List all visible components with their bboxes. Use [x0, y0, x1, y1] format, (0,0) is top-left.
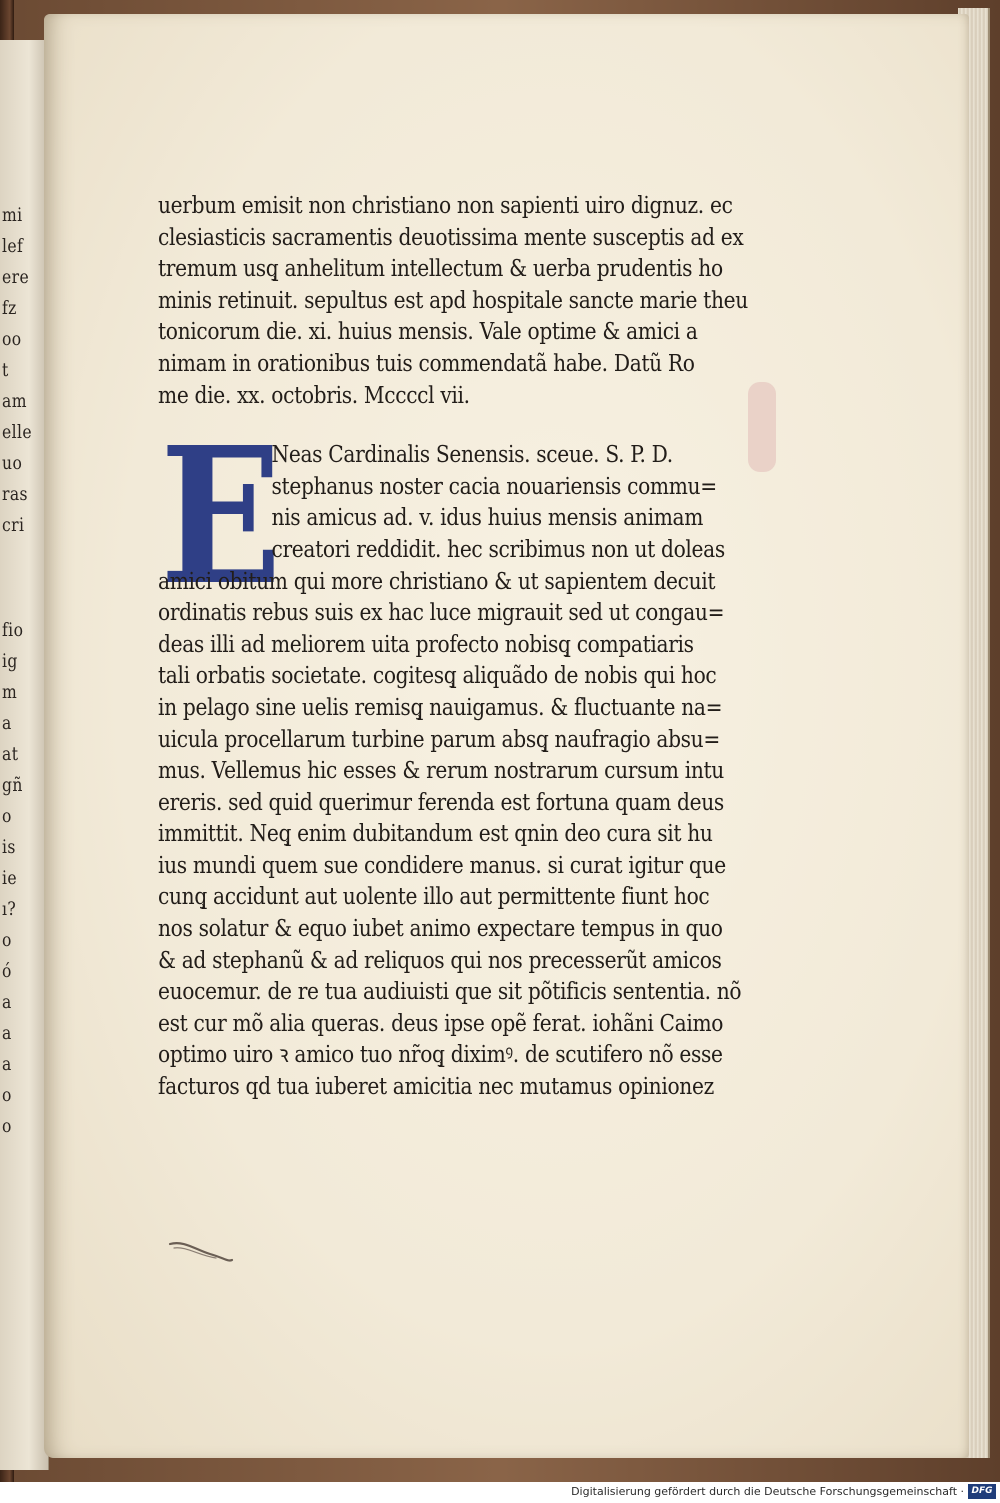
bleed-fragment: ı?: [2, 898, 17, 920]
bleed-fragment: o: [2, 1115, 12, 1137]
text-line: stephanus noster cacia nouariensis commu=: [271, 471, 717, 500]
bleed-fragment: fio: [2, 619, 24, 641]
bleed-fragment: a: [2, 991, 12, 1013]
text-line: ordinatis rebus suis ex hac luce migrauit sed ut congau=: [158, 598, 725, 627]
text-line: euocemur. de re tua audiuisti que sit põtificis sententia. nõ: [158, 977, 742, 1006]
text-line: tali orbatis societate. cogitesq̧ aliquãdo de nobis qui hoc: [158, 661, 717, 690]
text-line: optimo uiro ꝛ amico tuo nr̃oq̧ diximꝰ. de scutifero nõ esse: [158, 1040, 723, 1069]
text-line: deas illi ad meliorem uita profecto nobisq̧ compatiaris: [158, 629, 694, 658]
text-line: facturos qd tua iuberet amicitia nec mutamus opinionez: [158, 1072, 714, 1101]
bleed-fragment: oo: [2, 328, 22, 350]
text-line: cunq̧ accidunt aut uolente illo aut permittente fiunt hoc: [158, 882, 710, 911]
bleed-fragment: fz: [2, 297, 17, 319]
text-line: nos solatur & equo iubet animo expectare tempus in quo: [158, 914, 723, 943]
bleed-fragment: ras: [2, 483, 28, 505]
bleed-fragment: m: [2, 681, 18, 703]
bleed-text-lower: [2, 615, 38, 1142]
bleed-fragment: o: [2, 805, 12, 827]
footer-bar: [0, 1482, 1000, 1503]
main-text: [158, 190, 808, 1103]
bleed-fragment: ó: [2, 960, 12, 982]
bleed-fragment: o: [2, 929, 12, 951]
bleed-fragment: a: [2, 1022, 12, 1044]
text-line: uerbum emisit non christiano non sapienti uiro dignuz. ec: [158, 191, 733, 219]
decorated-initial-e: E: [160, 406, 282, 627]
text-line: creatori reddidit. hec scribimus non ut doleas: [271, 534, 725, 563]
text-line: tonicorum die. xi. huius mensis. Vale optime & amici a: [158, 317, 698, 346]
text-line: uicula procellarum turbine parum absq̧ naufragio absu=: [158, 724, 720, 753]
text-line: tremum usq̧ anhelitum intellectum & uerba prudentis ho: [158, 254, 723, 283]
previous-page-edge: [0, 40, 49, 1470]
bleed-fragment: is: [2, 836, 16, 858]
text-line: me die. xx. octobris. Mccccl vii.: [158, 380, 470, 409]
bleed-fragment: elle: [2, 421, 33, 443]
text-line: nis amicus ad. v. idus huius mensis animam: [271, 503, 704, 532]
bleed-text-upper: [2, 200, 38, 541]
text-line: & ad stephanũ & ad reliquos qui nos precesserũt amicos: [158, 945, 722, 974]
text-line: est cur mõ alia queras. deus ipse opẽ ferat. iohãni Caimo: [158, 1008, 724, 1037]
text-line: clesiasticis sacramentis deuotissima mente susceptis ad ex: [158, 222, 744, 251]
bleed-fragment: t: [2, 359, 9, 381]
paragraph-gap: [158, 411, 808, 439]
text-line: nimam in orationibus tuis commendatã habe. Datũ Ro: [158, 348, 695, 377]
text-line: Neas Cardinalis Senensis. sceue. S. P. D.: [271, 440, 673, 469]
text-line: ereris. sed quid querimur ferenda est fortuna quam deus: [158, 787, 724, 816]
text-line: ius mundi quem sue condidere manus. si curat igitur que: [158, 850, 726, 879]
bleed-fragment: am: [2, 390, 27, 412]
text-line: minis retinuit. sepultus est apd hospitale sancte marie theu: [158, 285, 748, 314]
bleed-fragment: a: [2, 1053, 12, 1075]
bleed-fragment: ere: [2, 266, 30, 288]
bleed-fragment: ig: [2, 650, 18, 672]
bleed-fragment: uo: [2, 452, 23, 474]
dfg-logo: DFG: [968, 1484, 996, 1499]
bleed-fragment: cri: [2, 514, 25, 536]
text-line: mus. Vellemus hic esses & rerum nostrarum cursum intu: [158, 756, 724, 785]
funding-credit: Digitalisierung gefördert durch die Deutsche Forschungsgemeinschaft ·: [571, 1485, 964, 1498]
bleed-fragment: a: [2, 712, 12, 734]
text-line: immittit. Neq̧ enim dubitandum est qnin deo cura sit hu: [158, 819, 713, 848]
bleed-fragment: mi: [2, 204, 23, 226]
bleed-fragment: o: [2, 1084, 12, 1106]
ink-mark-icon: [166, 1236, 236, 1266]
text-lines-top: [158, 190, 808, 411]
bleed-fragment: ie: [2, 867, 18, 889]
text-lines-initial: [158, 439, 808, 565]
bleed-fragment: gñ: [2, 774, 23, 796]
text-line: amici obitum qui more christiano & ut sapientem decuit: [158, 566, 716, 595]
text-line: in pelago sine uelis remisq̧ nauigamus. & fluctuante na=: [158, 692, 723, 721]
bleed-fragment: at: [2, 743, 19, 765]
bleed-fragment: lef: [2, 235, 24, 257]
text-lines-bottom: [158, 566, 808, 1103]
